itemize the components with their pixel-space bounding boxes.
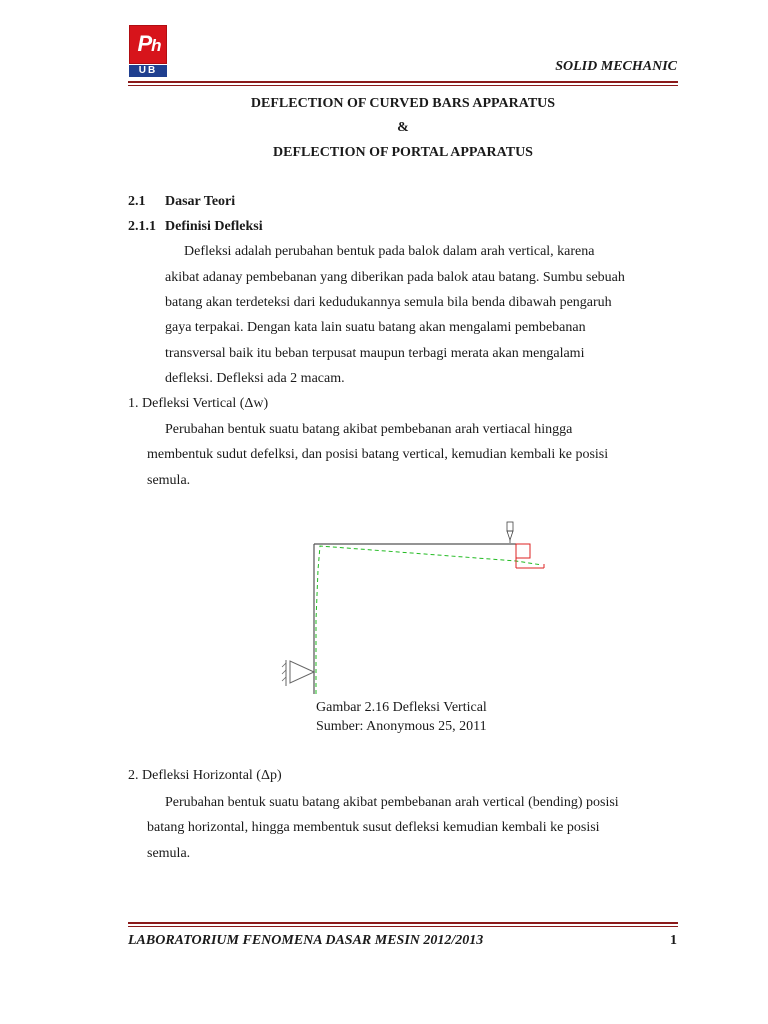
intro-line-2: akibat adanay pembebanan yang diberikan pada balok atau batang. Sumbu sebuah xyxy=(165,270,625,285)
intro-line-3: batang akan terdeteksi dari kedudukannya semula bila benda dibawah pengaruh xyxy=(165,295,612,310)
logo-bottom-block xyxy=(129,65,167,77)
doc-title-line-2: DEFLECTION OF PORTAL APPARATUS xyxy=(273,145,533,160)
subsection-title: Definisi Defleksi xyxy=(165,219,263,234)
logo-letter-h: h xyxy=(151,36,161,55)
item1-heading: 1. Defleksi Vertical (Δw) xyxy=(128,396,269,411)
load-arrow-icon xyxy=(507,531,513,540)
logo-letter-p: P xyxy=(137,31,152,56)
figure-source: Sumber: Anonymous 25, 2011 xyxy=(316,719,487,734)
item2-line-3: semula. xyxy=(147,846,191,861)
item2-line-2: batang horizontal, hingga membentuk susut defleksi kemudian kembali ke posisi xyxy=(147,820,600,835)
portal-frame-diagram xyxy=(280,520,550,695)
section-number: 2.1 xyxy=(128,194,146,209)
page-number: 1 xyxy=(670,933,677,948)
item1-line-2: membentuk sudut defelksi, dan posisi batang vertical, kemudian kembali ke posisi xyxy=(147,447,609,462)
intro-line-5: transversal baik itu beban terpusat maupun terbagi merata akan mengalami xyxy=(165,346,585,361)
footer-rule-thin xyxy=(128,926,678,927)
doc-title-line-1: DEFLECTION OF CURVED BARS APPARATUS xyxy=(250,96,556,111)
header-course-title: SOLID MECHANIC xyxy=(555,59,677,74)
footer-rule xyxy=(128,922,678,924)
item2-heading: 2. Defleksi Horizontal (Δp) xyxy=(128,768,282,783)
item2-line-1: Perubahan bentuk suatu batang akibat pembebanan arah vertical (bending) posisi xyxy=(165,795,619,810)
header-rule xyxy=(128,81,678,83)
doc-title-ampersand: & xyxy=(397,120,409,135)
item1-line-3: semula. xyxy=(147,473,191,488)
header-rule-thin xyxy=(128,85,678,86)
intro-line-6: defleksi. Defleksi ada 2 macam. xyxy=(165,371,345,386)
footer-lab-name: LABORATORIUM FENOMENA DASAR MESIN 2012/2013 xyxy=(128,933,484,948)
pin-support-icon xyxy=(290,661,314,683)
section-title: Dasar Teori xyxy=(165,194,236,209)
intro-line-4: gaya terpakai. Dengan kata lain suatu batang akan mengalami pembebanan xyxy=(165,320,586,335)
institution-logo xyxy=(129,25,167,77)
load-arrow-head xyxy=(507,522,513,531)
subsection-number: 2.1.1 xyxy=(128,219,156,234)
intro-line-1: Defleksi adalah perubahan bentuk pada balok dalam arah vertical, karena xyxy=(184,244,595,259)
logo-top-block xyxy=(129,25,167,64)
figure-caption: Gambar 2.16 Defleksi Vertical xyxy=(316,700,487,715)
item1-line-1: Perubahan bentuk suatu batang akibat pembebanan arah vertiacal hingga xyxy=(165,422,573,437)
deflected-shape xyxy=(316,546,542,694)
deflection-figure xyxy=(280,520,550,695)
deflection-dimension-box xyxy=(516,544,530,558)
logo-ub-text: UB xyxy=(138,65,158,76)
